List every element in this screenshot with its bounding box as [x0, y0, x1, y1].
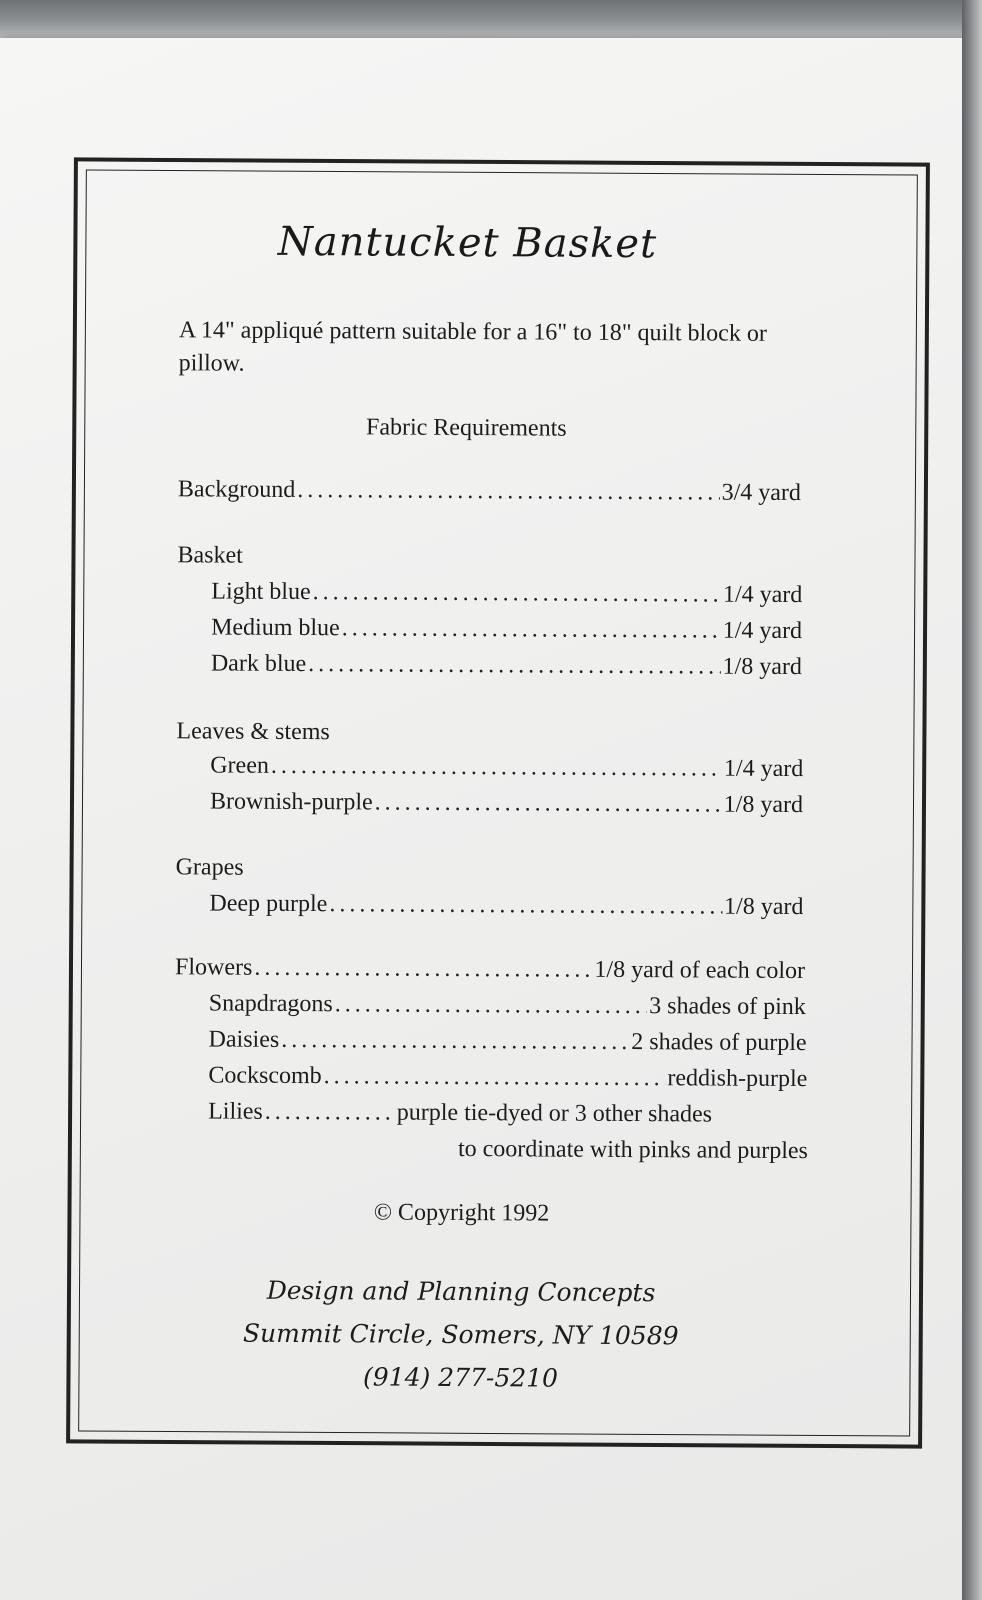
dot-leader: [313, 579, 722, 608]
flower-label: Snapdragons: [208, 990, 333, 1018]
fabric-row: [211, 614, 802, 645]
pattern-content: [100, 208, 827, 1412]
fabric-requirements-heading: Fabric Requirements: [365, 414, 567, 442]
copyright-notice: © Copyright 1992: [373, 1199, 550, 1227]
flowers-label: Flowers: [174, 954, 253, 981]
background-amount: 3/4 yard: [721, 479, 802, 507]
pattern-title: Nantucket Basket: [277, 218, 658, 268]
background-label: Background: [177, 476, 296, 503]
fabric-amount: 1/8 yard: [723, 791, 804, 819]
dot-leader: [342, 615, 721, 644]
fabric-label: Dark blue: [210, 650, 307, 678]
flowers-amount: 1/8 yard of each color: [594, 956, 806, 985]
publisher-address: Summit Circle, Somers, NY 10589: [242, 1318, 679, 1351]
dot-leader: [335, 991, 648, 1020]
fabric-row: [211, 578, 802, 609]
background-row: [178, 476, 801, 507]
flower-label: Lilies: [208, 1098, 263, 1125]
flower-amount: reddish-purple: [667, 1065, 808, 1093]
dot-leader: [254, 955, 592, 984]
plastic-sleeve-edge: [962, 0, 982, 1600]
flower-row: [209, 990, 806, 1021]
flower-amount: 3 shades of pink: [649, 993, 806, 1021]
publisher-phone: (914) 277-5210: [362, 1362, 559, 1393]
fabric-row: [210, 752, 803, 783]
dot-leader: [329, 891, 722, 920]
lilies-continuation: to coordinate with pinks and purples: [457, 1135, 809, 1165]
flower-label: Daisies: [208, 1026, 280, 1053]
dot-leader: [308, 651, 721, 681]
fabric-amount: 1/4 yard: [722, 617, 803, 645]
publisher-name: Design and Planning Concepts: [266, 1275, 656, 1308]
fabric-row: [210, 788, 803, 819]
flower-amount: 2 shades of purple: [631, 1029, 807, 1057]
flowers-row: [175, 954, 805, 985]
flower-amount: purple tie-dyed or 3 other shades: [396, 1099, 713, 1128]
fabric-row: [211, 650, 802, 681]
fabric-label: Brownish-purple: [209, 788, 373, 816]
flower-label: Cockscomb: [208, 1062, 322, 1090]
fabric-label: Green: [210, 752, 269, 779]
flower-row: [209, 1026, 807, 1057]
flower-row: [208, 1098, 808, 1129]
fabric-amount: 1/8 yard: [724, 893, 804, 921]
grapes-heading: Grapes: [175, 854, 244, 881]
publisher-block: [100, 1268, 821, 1401]
fabric-label: Medium blue: [211, 614, 340, 642]
dot-leader: [375, 789, 722, 818]
dot-leader: [265, 1099, 395, 1127]
dot-leader: [281, 1027, 629, 1056]
fabric-label: Deep purple: [209, 890, 328, 918]
dot-leader: [297, 477, 720, 507]
dot-leader: [271, 753, 722, 783]
leaves-heading: Leaves & stems: [176, 718, 330, 746]
fabric-amount: 1/8 yard: [722, 653, 802, 681]
pattern-description: A 14" appliqué pattern suitable for a 16" to 18" quilt block or pillow.: [178, 317, 767, 377]
fabric-amount: 1/4 yard: [723, 755, 804, 783]
flower-row: [208, 1062, 807, 1093]
fabric-amount: 1/4 yard: [722, 581, 803, 609]
dot-leader: [324, 1063, 666, 1092]
fabric-label: Light blue: [211, 578, 311, 606]
fabric-row: [209, 890, 803, 921]
basket-heading: Basket: [177, 542, 243, 569]
